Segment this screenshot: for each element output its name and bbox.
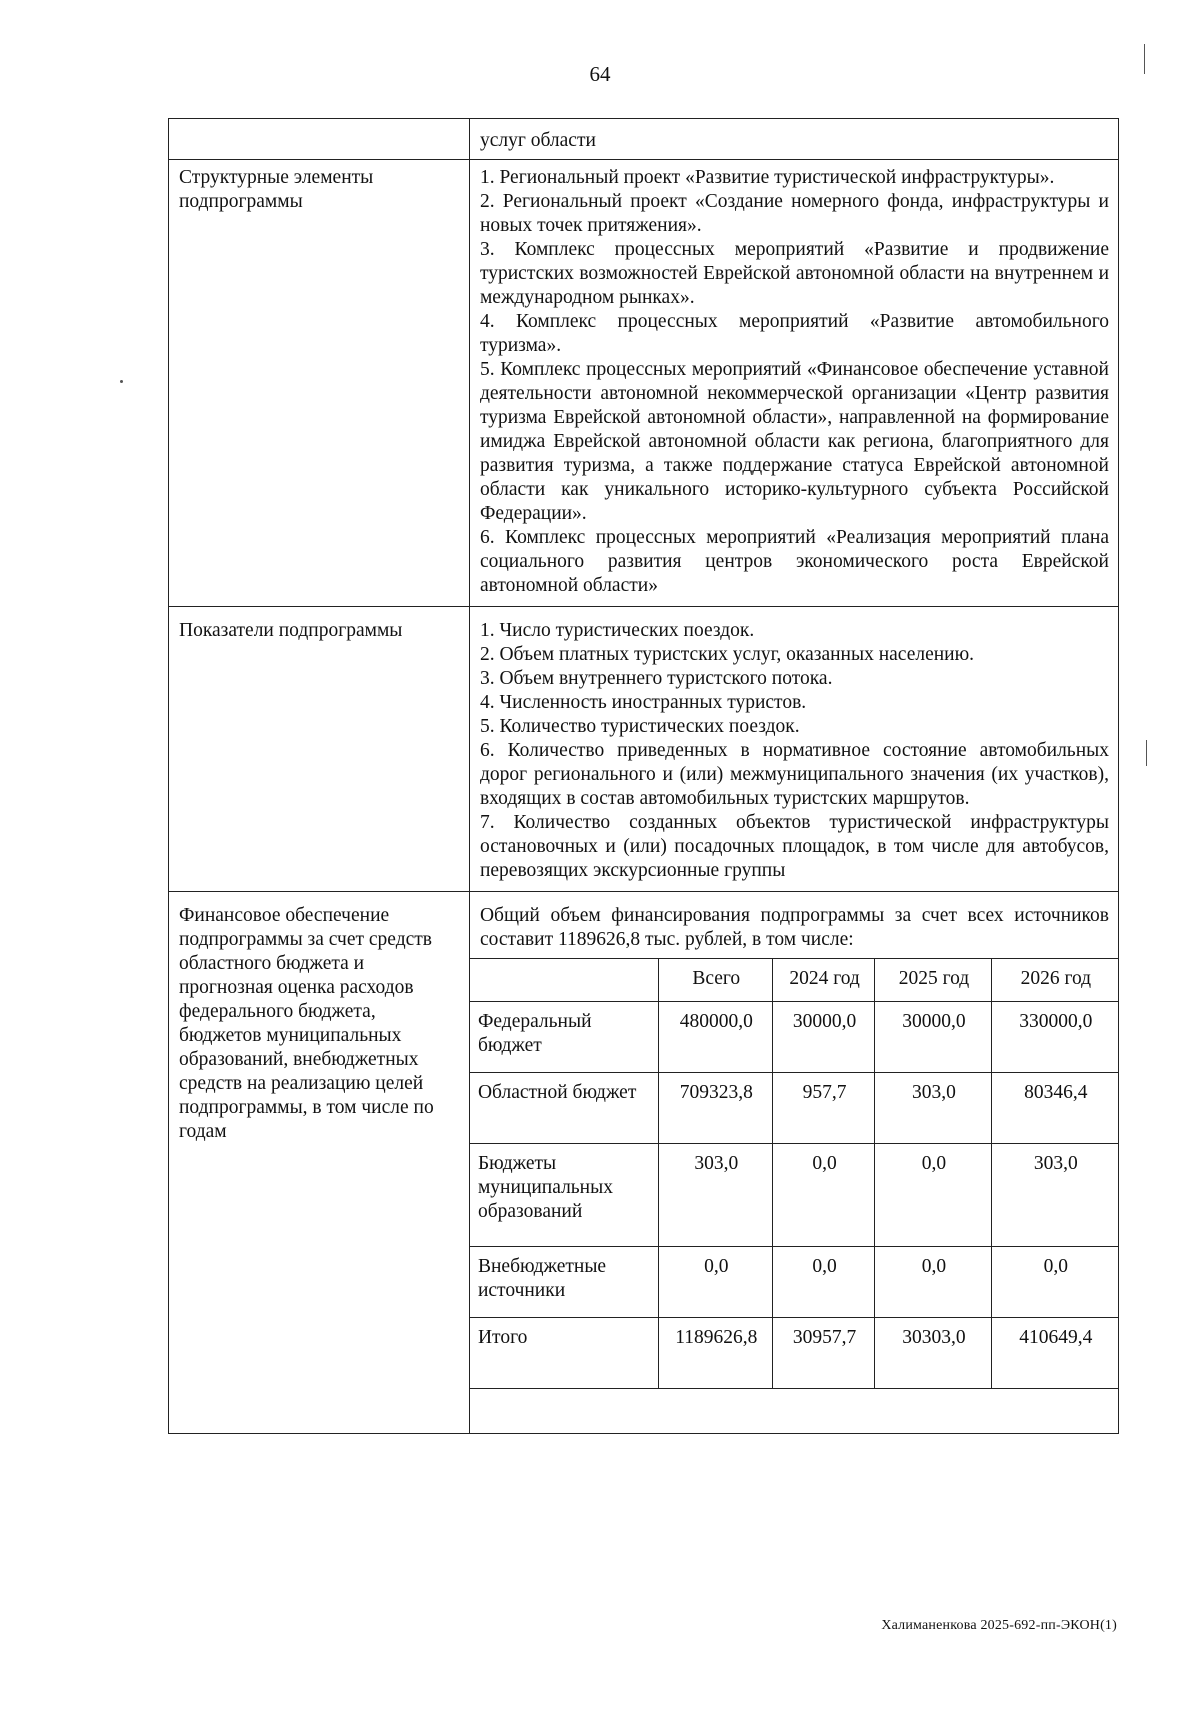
value-2025: 30303,0 — [875, 1318, 992, 1389]
passport-table — [168, 118, 1119, 1434]
value-2026: 330000,0 — [991, 1002, 1118, 1073]
scan-artifact — [1146, 740, 1147, 766]
financing-label: Финансовое обеспечение подпрограммы за счет средств областного бюджета и прогнозная оценка расходов федерального бюджета, бюджетов муниципальных образований, внебюджетных средств на реализацию целей подпрограммы, в том числе по годам — [169, 892, 470, 1434]
header-source — [470, 959, 658, 1002]
source-name: Внебюджетные источники — [470, 1247, 658, 1318]
structure-item: 3. Комплекс процессных мероприятий «Развитие и продвижение туристских возможностей Еврейской автономной области на внутреннем и международном рынках». — [479, 239, 1109, 308]
value-2025: 303,0 — [875, 1073, 992, 1144]
page-number: 64 — [589, 62, 611, 86]
indicator-item: 6. Количество приведенных в нормативное состояние автомобильных дорог регионального и (или) межмуниципального значения (их участков), входящих в состав автомобильных туристских маршрутов. — [479, 740, 1109, 809]
value-2024: 30000,0 — [773, 1002, 875, 1073]
indicator-item: 7. Количество созданных объектов туристической инфраструктуры остановочных и (или) посадочных площадок, в том числе для автобусов, перевозящих экскурсионные группы — [479, 812, 1109, 881]
value-2024: 957,7 — [773, 1073, 875, 1144]
value-2024: 30957,7 — [773, 1318, 875, 1389]
indicator-item: 5. Количество туристических поездок. — [479, 716, 800, 737]
value-total: 303,0 — [658, 1144, 772, 1247]
structure-item: 5. Комплекс процессных мероприятий «Финансовое обеспечение уставной деятельности автономной некоммерческой организации «Центр развития туризма Еврейской автономной области», направленной на формирование имиджа Еврейской автономной области как региона, благоприятного для развития туризма, а также поддержание статуса Еврейской автономной области как уникального историко-культурного субъекта Российской Федерации». — [479, 359, 1109, 524]
structure-item: 1. Региональный проект «Развитие туристической инфраструктуры». — [479, 167, 1055, 188]
value-2026: 303,0 — [991, 1144, 1118, 1247]
table-row — [470, 1247, 1118, 1318]
indicators-items — [469, 607, 1118, 892]
empty-row — [470, 1389, 1118, 1434]
empty-cell — [470, 1389, 1118, 1434]
source-name: Областной бюджет — [470, 1073, 658, 1144]
value-total: 480000,0 — [658, 1002, 772, 1073]
structure-items — [469, 160, 1118, 607]
structure-item: 2. Региональный проект «Создание номерного фонда, инфраструктуры и новых точек притяжения». — [479, 191, 1109, 236]
continuation-left-cell — [169, 119, 470, 160]
header-total: Всего — [658, 959, 772, 1002]
table-row — [470, 1073, 1118, 1144]
continuation-text: услуг области — [479, 130, 596, 151]
scan-artifact — [120, 380, 123, 383]
header-2024: 2024 год — [773, 959, 875, 1002]
financing-header-row — [470, 959, 1118, 1002]
header-2025: 2025 год — [875, 959, 992, 1002]
value-total: 0,0 — [658, 1247, 772, 1318]
financing-cell — [469, 892, 1118, 1434]
indicator-item: 2. Объем платных туристских услуг, оказанных населению. — [479, 644, 975, 665]
value-total: 1189626,8 — [658, 1318, 772, 1389]
indicator-item: 4. Численность иностранных туристов. — [479, 692, 807, 713]
table-row — [470, 1318, 1118, 1389]
document-footer-code: Халиманенкова 2025-692-пп-ЭКОН(1) — [881, 1618, 1117, 1633]
financing-row — [169, 892, 1119, 1434]
source-name: Бюджеты муниципальных образований — [470, 1144, 658, 1247]
indicator-item: 3. Объем внутреннего туристского потока. — [479, 668, 833, 689]
structure-item: 6. Комплекс процессных мероприятий «Реализация мероприятий плана социального развития центров экономического роста Еврейской автономной области» — [479, 527, 1109, 596]
value-2026: 410649,4 — [991, 1318, 1118, 1389]
financing-intro: Общий объем финансирования подпрограммы за счет всех источников составит 1189626,8 тыс. рублей, в том числе: — [479, 905, 1109, 950]
source-name: Итого — [470, 1318, 658, 1389]
indicators-label: Показатели подпрограммы — [169, 607, 470, 892]
value-2024: 0,0 — [773, 1247, 875, 1318]
indicator-item: 1. Число туристических поездок. — [479, 620, 755, 641]
value-2025: 30000,0 — [875, 1002, 992, 1073]
value-2026: 0,0 — [991, 1247, 1118, 1318]
table-row — [470, 1144, 1118, 1247]
structure-label: Структурные элементы подпрограммы — [169, 160, 470, 607]
value-total: 709323,8 — [658, 1073, 772, 1144]
value-2026: 80346,4 — [991, 1073, 1118, 1144]
value-2025: 0,0 — [875, 1144, 992, 1247]
structure-row — [169, 160, 1119, 607]
table-row — [470, 1002, 1118, 1073]
continuation-right-cell — [469, 119, 1118, 160]
structure-item: 4. Комплекс процессных мероприятий «Развитие автомобильного туризма». — [479, 311, 1109, 356]
header-2026: 2026 год — [991, 959, 1118, 1002]
financing-table — [470, 958, 1118, 1433]
source-name: Федеральный бюджет — [470, 1002, 658, 1073]
value-2025: 0,0 — [875, 1247, 992, 1318]
scan-artifact — [1144, 44, 1145, 74]
value-2024: 0,0 — [773, 1144, 875, 1247]
indicators-row — [169, 607, 1119, 892]
continuation-row — [169, 119, 1119, 160]
